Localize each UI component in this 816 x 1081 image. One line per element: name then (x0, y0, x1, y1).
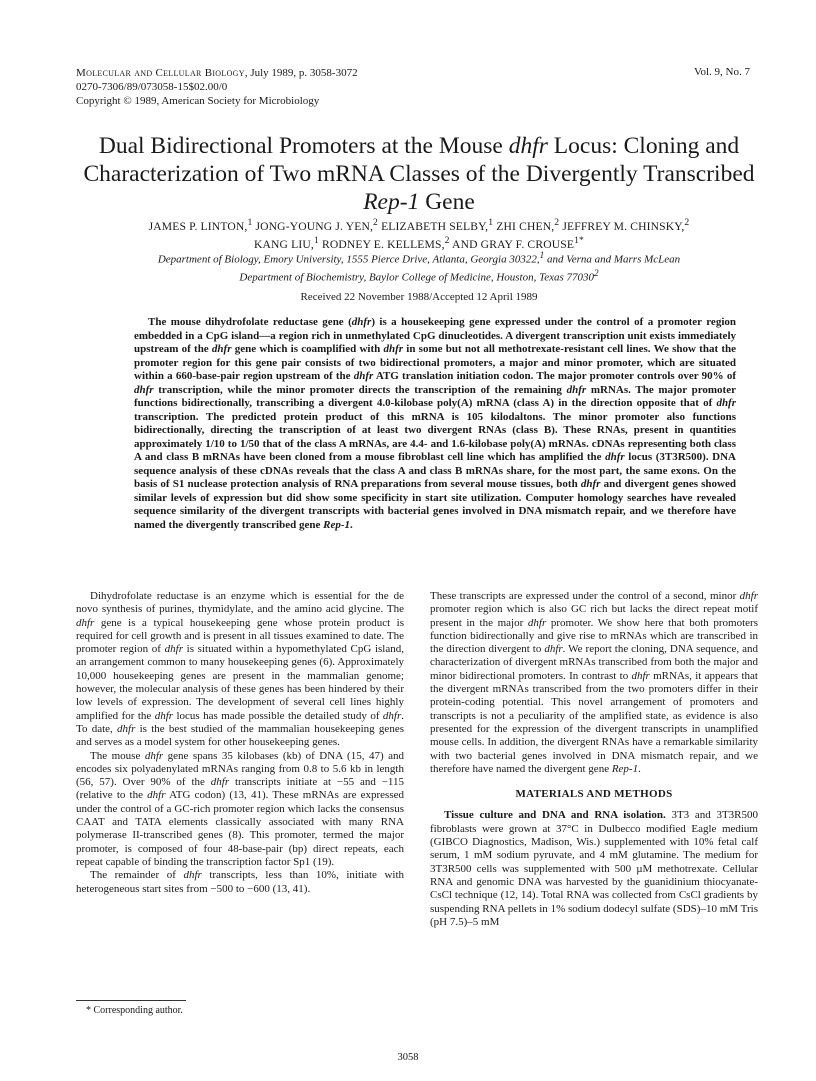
intro-paragraph: Dihydrofolate reductase is an enzyme which is essential for the de novo synthesis of purines, thymidylate, and the amino acid glycine. The dhfr gene is a typical housekeeping gene whose protein product is required for cell growth and is present in all tissues examined to date. The promoter region of dhfr is situated within a hypomethylated CpG island, an arrangement common to many housekeeping genes (6). Approximately 10,000 housekeeping genes are present in the mammalian genome; however, the molecular analysis of these genes has been hindered by their low levels of expression. The development of several cell lines highly amplified for the dhfr locus has made possible the detailed study of dhfr. To date, dhfr is the best studied of the mammalian housekeeping genes and serves as a model system for other housekeeping genes. (76, 590, 404, 749)
page-number: 3058 (397, 1052, 419, 1063)
section-heading: MATERIALS AND METHODS (515, 788, 673, 801)
received-dates: Received 22 November 1988/Accepted 12 April 1989 (300, 291, 538, 303)
article-code: 0270-7306/89/073058-15$02.00/0 (76, 81, 228, 93)
footnote: * Corresponding author. (86, 1005, 183, 1016)
journal-name: Molecular and Cellular Biology (76, 67, 245, 79)
intro-paragraph: The mouse dhfr gene spans 35 kilobases (kb) of DNA (15, 47) and encodes six polyadenylated mRNAs ranging from 0.8 to 5.6 kb in length (56, 57). Over 90% of the dhfr transcripts initiate at −55 and −115 (relative to the dhfr ATG codon) (13, 41). These mRNAs are expressed under the control of a GC-rich promoter region which lacks the consensus CAAT and TATA elements classically associated with many RNA polymerase II-transcribed genes (8). This promoter, termed the major promoter, is composed of four 48-base-pair (bp) direct repeats, each repeat capable of binding the transcription factor Sp1 (19). (76, 749, 404, 868)
abstract: The mouse dihydrofolate reductase gene (dhfr) is a housekeeping gene expressed under the control of a promoter region embedded in a CpG island—a region rich in unmethylated CpG dinucleotides. A divergent transcription unit exists immediately upstream of the dhfr gene which is coamplified with dhfr in some but not all methotrexate-resistant cell lines. We show that the promoter region for this gene pair consists of two bidirectional promoters, a major and minor promoter, which are situated within a 660-base-pair region upstream of the dhfr ATG translation initiation codon. The major promoter controls over 90% of dhfr transcription, while the minor promoter directs the transcription of the remaining dhfr mRNAs. The major promoter functions bidirectionally, transcribing a divergent 4.0-kilobase poly(A) mRNA (class A) in the direction opposite that of dhfr transcription. The predicted protein product of this mRNA is 105 kilodaltons. The minor promoter also functions bidirectionally, directing the transcription of at least two divergent RNAs (class B). These RNAs, present in quantities approximately 1/10 to 1/50 that of the class A mRNAs, are 4.4- and 1.6-kilobase poly(A) mRNAs. cDNAs representing both class A and class B mRNAs have been cloned from a mouse fibroblast cell line which has amplified the dhfr locus (3T3R500). DNA sequence analysis of these cDNAs reveals that the class A and class B mRNAs share, for the most part, the same exons. On the basis of S1 nuclease protection analysis of RNA preparations from several mouse tissues, both dhfr and divergent genes showed similar levels of expression but did show some specificity in start site utilization. Computer homology searches have revealed sequence similarity of the divergent transcripts with bacterial genes involved in DNA mismatch repair, and we therefore have named the divergently transcribed gene Rep-1. (134, 316, 736, 531)
left-column (76, 590, 404, 896)
footnote-rule (76, 1000, 186, 1001)
copyright: Copyright © 1989, American Society for Microbiology (76, 95, 320, 107)
journal-header (76, 66, 358, 108)
volume-issue: Vol. 9, No. 7 (693, 66, 750, 78)
methods-paragraph: Tissue culture and DNA and RNA isolation. 3T3 and 3T3R500 fibroblasts were grown at 37°C in Dulbecco modified Eagle medium (GIBCO Diagnostics, Madison, Wis.) supplemented with 10% fetal calf serum, 1 mM sodium pyruvate, and 4 mM glutamine. The medium for 3T3R500 cells was supplemented with 500 µM methotrexate. Cellular RNA and genomic DNA was harvested by the guanidinium thiocyanate-CsCl technique (12, 14). Total RNA was collected from CsCl gradients by suspending RNA pellets in 1% sodium dodecyl sulfate (SDS)–10 mM Tris (pH 7.5)–5 mM (430, 809, 758, 928)
right-column (430, 590, 758, 929)
article-title: Dual Bidirectional Promoters at the Mouse dhfr Locus: Cloning and Characterization of Two mRNA Classes of the Divergently Transcribed Rep-1 Gene (83, 133, 755, 215)
affiliations: Department of Biology, Emory University, 1555 Pierce Drive, Atlanta, Georgia 30322,$^1$ and Verna and Marrs McLean Department of Biochemistry, Baylor College of Medicine, Houston, Texas 77030$^2$ (157, 250, 681, 284)
intro-paragraph: The remainder of dhfr transcripts, less than 10%, initiate with heterogeneous start sites from −500 to −600 (13, 41). (76, 869, 404, 895)
intro-paragraph: These transcripts are expressed under the control of a second, minor dhfr promoter region which is also GC rich but lacks the direct repeat motif present in the major dhfr promoter. We show here that both promoters function bidirectionally and give rise to mRNAs which are transcribed in the direction divergent to dhfr. We report the cloning, DNA sequence, and characterization of divergent mRNAs transcribed from both the major and minor bidirectional promoters. In contrast to dhfr mRNAs, it appears that the divergent mRNAs transcribed from the two promoters differ in their protein-coding potential. This novel arrangement of promoters and transcripts is not a peculiarity of the amplified state, as evidence is also presented for the expression of the divergent transcripts in unamplified mouse cells. In addition, the divergent RNAs have a remarkable similarity with two bacterial genes involved in DNA mismatch repair, and we therefore have named the divergent gene Rep-1. (430, 590, 758, 775)
author-list: JAMES P. LINTON,$^1$ JONG-YOUNG J. YEN,$^2$ ELIZABETH SELBY,$^1$ ZHI CHEN,$^2$ JEFFREY M. CHINSKY,$^2$ KANG LIU,$^1$ RODNEY E. KELLEMS,$^2$ AND GRAY F. $CROUSE^{1*}$ (148, 217, 690, 251)
journal-citation: Molecular and Cellular Biology, July 1989, p. 3058-3072 (76, 67, 358, 79)
